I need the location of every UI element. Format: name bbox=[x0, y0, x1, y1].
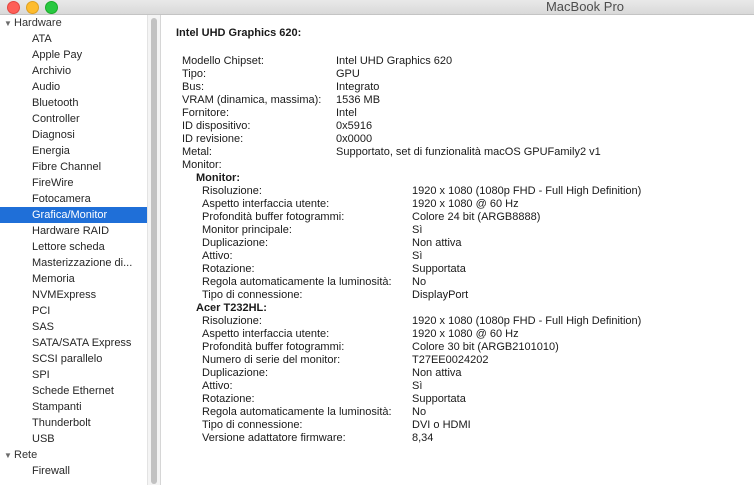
sidebar-item[interactable]: Audio bbox=[32, 81, 61, 93]
sidebar-item[interactable]: Bluetooth bbox=[32, 97, 79, 109]
sidebar-item[interactable]: ATA bbox=[32, 33, 52, 45]
property-value: DisplayPort bbox=[412, 289, 469, 301]
sidebar-item[interactable]: SPI bbox=[32, 369, 50, 381]
sidebar-item[interactable]: Hardware RAID bbox=[32, 225, 110, 237]
property-value: 0x5916 bbox=[336, 120, 373, 132]
sidebar-item[interactable]: Thunderbolt bbox=[32, 417, 91, 429]
sidebar-item[interactable]: Memoria bbox=[32, 273, 75, 285]
property-value: 1920 x 1080 @ 60 Hz bbox=[412, 198, 519, 210]
property-key: Aspetto interfaccia utente: bbox=[202, 328, 330, 340]
property-key: Versione adattatore firmware: bbox=[202, 432, 346, 444]
disclosure-triangle-icon[interactable]: ▼ bbox=[4, 19, 12, 28]
sidebar-item[interactable]: Fotocamera bbox=[32, 193, 91, 205]
sidebar-item[interactable]: Firewall bbox=[32, 465, 70, 477]
sidebar-item[interactable]: Energia bbox=[32, 145, 70, 157]
property-value: No bbox=[412, 276, 427, 288]
window-title: MacBook Pro bbox=[545, 0, 625, 14]
sidebar-item[interactable]: SCSI parallelo bbox=[32, 353, 103, 365]
property-key: Risoluzione: bbox=[202, 315, 262, 327]
sidebar-item[interactable]: USB bbox=[32, 433, 55, 445]
window-titlebar bbox=[0, 0, 754, 15]
property-key: Regola automaticamente la luminosità: bbox=[202, 406, 392, 418]
sidebar-group[interactable] bbox=[0, 447, 147, 463]
property-key: Attivo: bbox=[202, 380, 233, 392]
property-key: Tipo di connessione: bbox=[202, 289, 303, 301]
sidebar-scrollbar[interactable] bbox=[147, 15, 161, 485]
property-key: VRAM (dinamica, massima): bbox=[182, 94, 322, 106]
sidebar-item[interactable]: Fibre Channel bbox=[32, 161, 102, 173]
monitor-title: Monitor: bbox=[196, 172, 240, 184]
property-value: Supportata bbox=[412, 393, 466, 405]
property-value: Sì bbox=[412, 250, 423, 262]
detail-title: Intel UHD Graphics 620: bbox=[176, 27, 302, 39]
sidebar-scroll-thumb[interactable] bbox=[151, 18, 157, 484]
property-value: Colore 30 bit (ARGB2101010) bbox=[412, 341, 559, 353]
property-value: T27EE0024202 bbox=[412, 354, 489, 366]
property-value: 1920 x 1080 @ 60 Hz bbox=[412, 328, 519, 340]
property-key: Tipo: bbox=[182, 68, 207, 80]
property-key: Rotazione: bbox=[202, 393, 255, 405]
property-value: Intel UHD Graphics 620 bbox=[336, 55, 453, 67]
property-value: 1920 x 1080 (1080p FHD - Full High Definition) bbox=[412, 315, 642, 327]
property-key: ID revisione: bbox=[182, 133, 244, 145]
property-value: Non attiva bbox=[412, 237, 462, 249]
property-key: Aspetto interfaccia utente: bbox=[202, 198, 330, 210]
sidebar-group-label: Hardware bbox=[14, 17, 62, 29]
sidebar-item[interactable]: SAS bbox=[32, 321, 55, 333]
sidebar-item[interactable]: Stampanti bbox=[32, 401, 82, 413]
sidebar-list bbox=[0, 15, 147, 479]
sidebar-item[interactable]: FireWire bbox=[32, 177, 74, 189]
sidebar-item[interactable]: Lettore scheda bbox=[32, 241, 105, 253]
property-value: Integrato bbox=[336, 81, 380, 93]
property-value: No bbox=[412, 406, 427, 418]
property-key: Attivo: bbox=[202, 250, 233, 262]
property-key: Rotazione: bbox=[202, 263, 255, 275]
sidebar bbox=[0, 15, 147, 485]
property-value: Colore 24 bit (ARGB8888) bbox=[412, 211, 541, 223]
property-value: Sì bbox=[412, 380, 423, 392]
sidebar-item[interactable]: PCI bbox=[32, 305, 51, 317]
property-value: 1920 x 1080 (1080p FHD - Full High Definition) bbox=[412, 185, 642, 197]
property-key: Duplicazione: bbox=[202, 367, 269, 379]
property-key: Profondità buffer fotogrammi: bbox=[202, 341, 345, 353]
property-key: Metal: bbox=[182, 146, 212, 158]
property-key: Tipo di connessione: bbox=[202, 419, 303, 431]
sidebar-item[interactable]: Masterizzazione di... bbox=[32, 257, 133, 269]
property-value: Supportato, set di funzionalità macOS GPUFamily2 v1 bbox=[336, 146, 601, 158]
sidebar-item[interactable]: Diagnosi bbox=[32, 129, 75, 141]
property-key: Fornitore: bbox=[182, 107, 230, 119]
property-value: 0x0000 bbox=[336, 133, 373, 145]
property-value: 1536 MB bbox=[336, 94, 381, 106]
disclosure-triangle-icon[interactable]: ▼ bbox=[4, 451, 12, 460]
property-key: Numero di serie del monitor: bbox=[202, 354, 341, 366]
property-value: DVI o HDMI bbox=[412, 419, 471, 431]
property-key: Regola automaticamente la luminosità: bbox=[202, 276, 392, 288]
property-value: 8,34 bbox=[412, 432, 434, 444]
property-key: Monitor: bbox=[182, 159, 222, 171]
sidebar-item[interactable]: Schede Ethernet bbox=[32, 385, 114, 397]
property-value: GPU bbox=[336, 68, 360, 80]
property-key: ID dispositivo: bbox=[182, 120, 251, 132]
monitor-title: Acer T232HL: bbox=[196, 302, 267, 314]
sidebar-item[interactable]: NVMExpress bbox=[32, 289, 97, 301]
sidebar-group-label: Rete bbox=[14, 449, 38, 461]
minimize-window-button[interactable] bbox=[26, 1, 39, 14]
property-value: Intel bbox=[336, 107, 357, 119]
property-value: Supportata bbox=[412, 263, 466, 275]
property-value: Non attiva bbox=[412, 367, 462, 379]
sidebar-item[interactable]: Apple Pay bbox=[32, 49, 83, 61]
property-key: Risoluzione: bbox=[202, 185, 262, 197]
property-key: Bus: bbox=[182, 81, 205, 93]
close-window-button[interactable] bbox=[7, 1, 20, 14]
sidebar-group[interactable] bbox=[0, 15, 147, 31]
property-key: Duplicazione: bbox=[202, 237, 269, 249]
property-key: Profondità buffer fotogrammi: bbox=[202, 211, 345, 223]
zoom-window-button[interactable] bbox=[45, 1, 58, 14]
property-key: Monitor principale: bbox=[202, 224, 292, 236]
property-key: Modello Chipset: bbox=[182, 55, 264, 67]
sidebar-item[interactable]: Archivio bbox=[32, 65, 72, 77]
sidebar-item[interactable]: Controller bbox=[32, 113, 80, 125]
sidebar-item[interactable]: SATA/SATA Express bbox=[32, 337, 132, 349]
property-value: Sì bbox=[412, 224, 423, 236]
sidebar-item[interactable]: Grafica/Monitor bbox=[0, 207, 147, 223]
